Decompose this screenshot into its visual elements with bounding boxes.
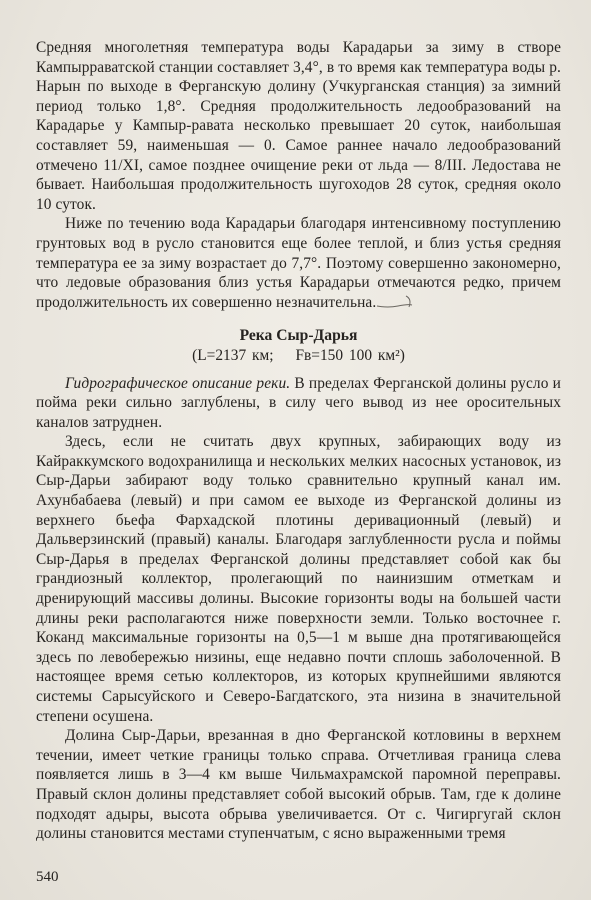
paragraph-canals: Здесь, если не считать двух крупных, забирающих воду из Кайраккумского водохранилища и нескольких мелких насосных установок, из Сыр-Дарьи забирают воду только сравнительно крупный канал им. Ахунбабаева (левый) и при самом ее выходе из Ферганской долины из верхнего бьефа Фархадской плотины деривационный (левый) и Дальверзинский (правый) каналы. Благодаря заглубленности русла и поймы Сыр-Дарья в пределах Ферганской долины представляет собой как бы грандиозный коллектор, пролегающий по наинизшим отметкам и дренирующий массивы долины. Высокие горизонты воды на большей части длины реки располагаются ниже поверхности земли. Только восточнее г. Коканд максимальные горизонты на 0,5—1 м выше дна протягивающейся здесь по левобережью низины, еще недавно почти сплошь заболоченной. В настоящее время сетью коллекторов, из которых крупнейшими являются системы Сарысуйского и Северо-Багдатского, эта низина в значительной степени осушена. bbox=[36, 433, 561, 725]
lead-italic: Гидрографическое описание реки. bbox=[65, 374, 291, 392]
section-title: Река Сыр-Дарья bbox=[239, 327, 358, 345]
section-parameters bbox=[36, 346, 561, 366]
pencil-mark-icon bbox=[376, 295, 414, 309]
paragraph-karadarya-winter-temperature: Средняя многолетняя температура воды Карадарьи за зиму в створе Кампырраватской станции составляет 3,4°, в то время как температура воды р. Нарын по выходе в Ферганскую долину (Учкурганская станция) за зимний период только 1,8°. Средняя продолжительность ледообразований на Карадарье у Кампыр-равата несколько превышает 20 суток, наибольшая составляет 59, наименьшая — 0. Самое раннее начало ледообразований отмечено 11/XI, самое позднее очищение реки от льда — 8/III. Ледостава не бывает. Наибольшая продолжительность шугоходов 28 суток, средняя около 10 суток. bbox=[36, 39, 561, 213]
paragraph-valley: Долина Сыр-Дарьи, врезанная в дно Ферганской котловины в верхнем течении, имеет четкие границы только справа. Отчетливая граница слева появляется лишь в 3—4 км выше Чильмахрамской паромной переправы. Правый склон долины представляет собой высокий обрыв. Там, где к долине подходят адыры, высота обрыва увеличивается. От с. Чигиргугай склон долины становится местами ступенчатым, с ясно выраженными тремя bbox=[36, 727, 561, 843]
paragraph-karadarya-ice-text: Ниже по течению вода Карадарьи благодаря интенсивному поступлению грунтовых вод в русло становится еще более теплой, и близ устья средняя температура ее за зиму возрастает до 7,7°. Поэтому совершенно закономерно, что ледовые образования близ устья Карадарьи отмечаются редко, причем продолжительность их совершенно незначительна. bbox=[36, 215, 561, 311]
river-length: (L=2137 км; bbox=[192, 346, 274, 364]
paragraph-hydrographic-text: В пределах Ферганской долины русло и пойма реки сильно заглублены, в силу чего вывод из нее оросительных каналов затруднен. bbox=[36, 374, 561, 431]
basin-area: Fв=150 100 км²) bbox=[295, 346, 405, 364]
paragraph-karadarya-ice bbox=[36, 214, 561, 312]
paragraph-hydrographic-description bbox=[36, 374, 561, 433]
page-number: 540 bbox=[36, 869, 59, 885]
text-block bbox=[36, 38, 561, 844]
